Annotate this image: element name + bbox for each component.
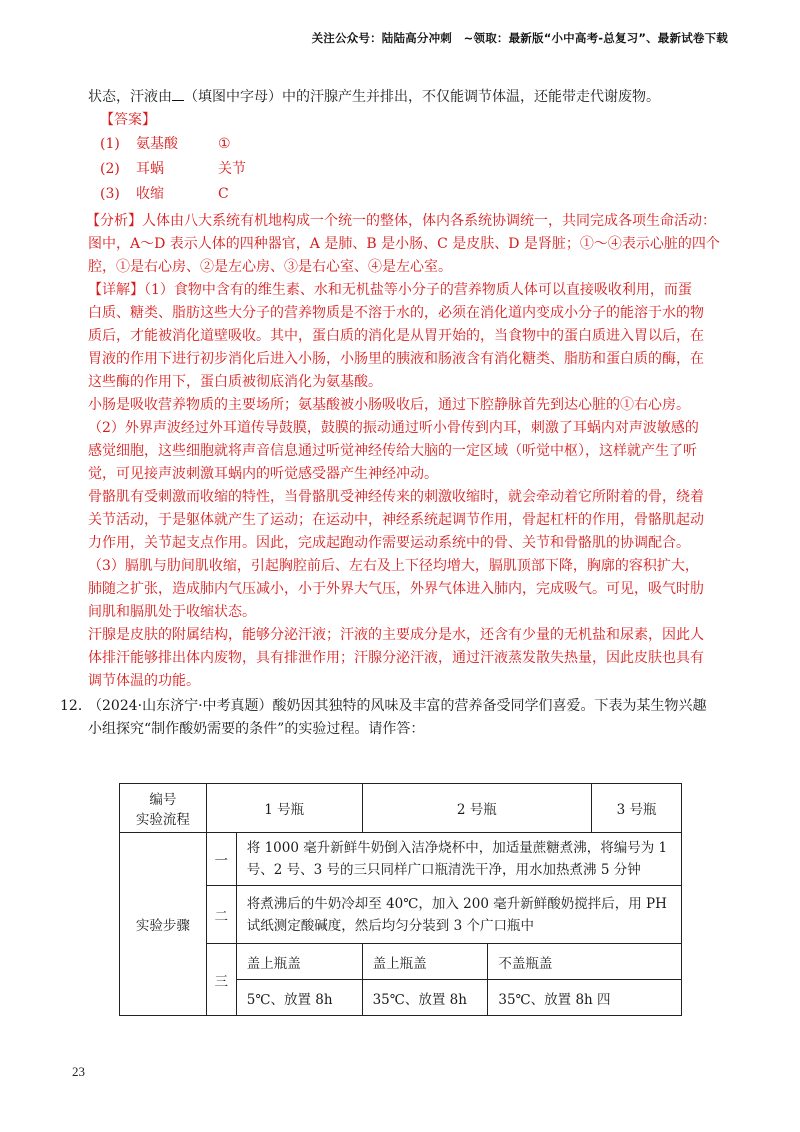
answer-num: (1) [100,136,120,152]
corner-label-top: 编号 [149,792,177,808]
question-number: 12． [60,698,92,714]
detail-line: 感觉细胞，这些细胞就将声音信息通过听觉神经传给大脑的一定区域（听觉中枢），这样就产生了听 [88,443,697,459]
experiment-table [119,783,682,1016]
answer-row-1 [88,132,728,157]
bottle-3-header: 3 号瓶 [592,784,682,833]
detail-line: （3）膈肌与肋间肌收缩，引起胸腔前后、左右及上下径均增大，膈肌顶部下降，胸廓的容积扩大， [88,558,699,574]
page-number: 23 [72,1064,85,1079]
page-content [60,86,728,741]
steps-label-cell: 实验步骤 [120,833,207,1016]
detail-line: 白质、糖类、脂肪这些大分子的营养物质是不溶于水的，必须在消化道内变成小分子的能溶于水的物 [88,305,704,321]
step-1-text: 将 1000 毫升新鲜牛奶倒入洁净烧杯中，加适量蔗糖煮沸，将编号为 1 号、2 号、3 号的三只同样广口瓶清洗干净，用水加热煮沸 5 分钟 [236,833,681,886]
detail-line: （2）外界声波经过外耳道传导鼓膜，鼓膜的振动通过听小骨传到内耳，刺激了耳蜗内对声波敏感的 [88,420,699,436]
table-corner-cell [120,784,207,833]
answer-num: (2) [100,161,120,177]
detail-line: 【详解】（1）食物中含有的维生素、水和无机盐等小分子的营养物质人体可以直接吸收利用，而蛋 [88,282,692,298]
detail-line: 胃液的作用下进行初步消化后进入小肠，小肠里的胰液和肠液含有消化糖类、脂肪和蛋白质的酶，在 [88,351,704,367]
bottle-2-header: 2 号瓶 [362,784,592,833]
analysis-block [88,210,728,279]
analysis-line: 图中，A～D 表示人体的四种器官，A 是肺、B 是小肠、C 是皮肤、D 是肾脏；①～④表示心脏的四个 [88,236,720,252]
corner-label-bottom: 实验流程 [135,812,190,828]
step-2-label: 二 [206,886,236,944]
step-2-text: 将煮沸后的牛奶冷却至 40℃，加入 200 毫升新鲜酸奶搅拌后，用 PH 试纸测定酸碱度，然后均匀分装到 3 个广口瓶中 [236,886,681,944]
answer-a: 耳蜗 [136,161,164,177]
detail-line: 这些酶的作用下，蛋白质被彻底消化为氨基酸。 [88,374,382,390]
answer-num: (3) [100,186,120,202]
detail-line: 汗腺是皮肤的附属结构，能够分泌汗液；汗液的主要成分是水，还含有少量的无机盐和尿素，因此人 [88,627,704,643]
intro-line [88,86,728,109]
step-3-label: 三 [206,944,236,1016]
analysis-line: 【分析】人体由八大系统有机地构成一个统一的整体，体内各系统协调统一，共同完成各项生命活动： [86,213,716,229]
answer-a: 氨基酸 [136,136,178,152]
intro-after-blank: （填图中字母）中的汗腺产生并排出，不仅能调节体温，还能带走代谢废物。 [184,89,660,105]
answer-row-2 [88,157,728,182]
detail-line: 骨骼肌有受刺激而收缩的特性，当骨骼肌受神经传来的刺激收缩时，就会牵动着它所附着的骨，绕着 [88,489,704,505]
detail-line: 质后，才能被消化道壁吸收。其中，蛋白质的消化是从胃开始的，当食物中的蛋白质进入胃以后，在 [88,328,704,344]
detail-line: 小肠是吸收营养物质的主要场所；氨基酸被小肠吸收后，通过下腔静脉首先到达心脏的①右心房。 [88,397,690,413]
detail-line: 觉，可见接声波刺激耳蜗内的听觉感受器产生神经冲动。 [88,466,438,482]
answer-row-3 [88,182,728,207]
detail-line: 关节活动，于是躯体就产生了运动；在运动中，神经系统起调节作用，骨起杠杆的作用，骨骼肌起动 [88,512,704,528]
answer-b: 关节 [218,161,246,177]
answer-b: C [218,186,229,202]
intro-before-blank: 状态，汗液由 [88,89,172,105]
question-line: （2024·山东济宁·中考真题）酸奶因其独特的风味及丰富的营养备受同学们喜爱。下表为某生物兴趣 [88,698,707,714]
step-3-lid-3: 不盖瓶盖 [488,944,682,980]
answer-blank [172,86,184,101]
step-3-condition-3: 35℃、放置 8h 四 [488,980,682,1016]
detail-line: 肺随之扩张，造成肺内气压减小，小于外界大气压，外界气体进入肺内，完成吸气。可见，吸气时肋 [88,581,704,597]
detail-line: 间肌和膈肌处于收缩状态。 [88,604,256,620]
question-line: 小组探究“制作酸奶需要的条件”的实验过程。请作答： [88,721,425,737]
answer-a: 收缩 [136,186,164,202]
analysis-line: 腔，①是右心房、②是左心房、③是右心室、④是左心室。 [88,259,452,275]
step-3-condition-2: 35℃、放置 8h [362,980,488,1016]
detail-block [88,279,728,693]
answer-label: 【答案】 [100,112,156,128]
table-header-row [120,784,682,833]
step-3-lid-1: 盖上瓶盖 [236,944,362,980]
detail-line: 体排汗能够排出体内废物，具有排泄作用；汗腺分泌汗液，通过汗液蒸发散失热量，因此皮肤也具有 [88,650,704,666]
step-3-lid-2: 盖上瓶盖 [362,944,488,980]
step-1-label: 一 [206,833,236,886]
detail-line: 力作用，关节起支点作用。因此，完成起跑动作需要运动系统中的骨、关节和骨骼肌的协调配合。 [88,535,690,551]
detail-line: 调节体温的功能。 [88,673,200,689]
step-3-condition-1: 5℃、放置 8h [236,980,362,1016]
bottle-1-header: 1 号瓶 [206,784,362,833]
page-header: 关注公众号：陆陆高分冲刺 ~领取：最新版“小中高考-总复习”、最新试卷下载 [311,31,728,45]
question-12 [60,695,728,741]
table-row [120,833,682,886]
answer-b: ① [218,136,231,152]
